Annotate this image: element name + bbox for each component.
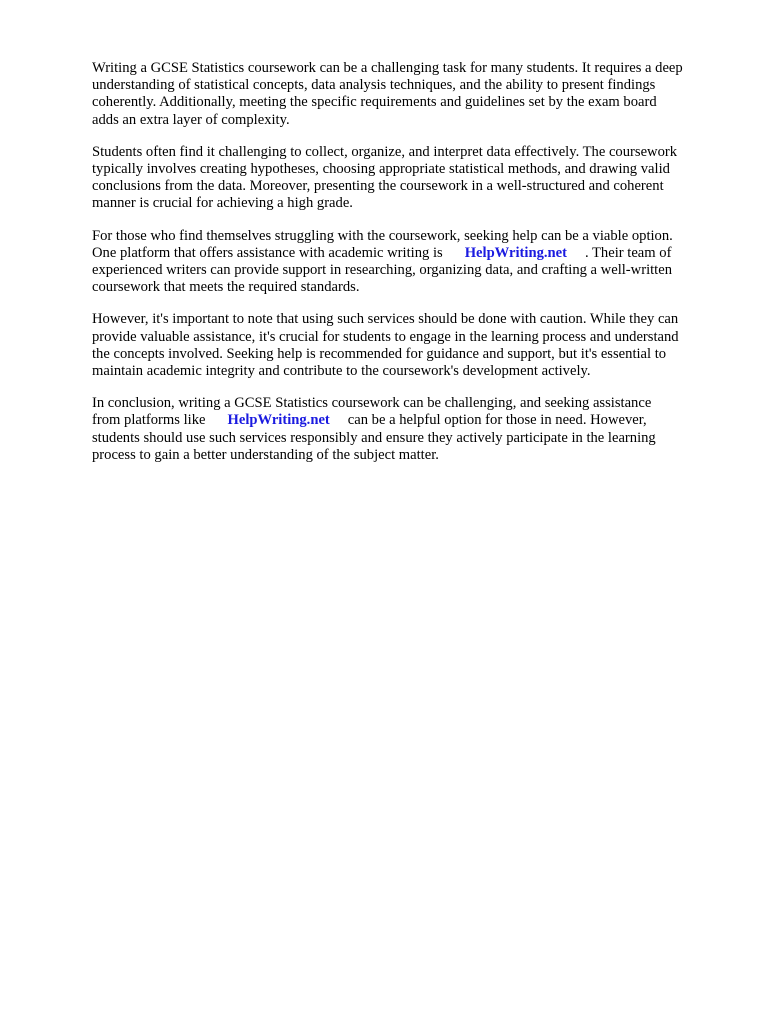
paragraph-help [92,228,732,297]
text-segment: One platform that offers assistance with academic writing is [92,244,443,261]
text-line: For those who find themselves struggling with the coursework, seeking help can be a viable option. [92,227,673,244]
document-body [92,60,732,479]
helpwriting-link[interactable]: HelpWriting.net [227,412,330,429]
text-line: manner is crucial for achieving a high grade. [92,195,353,212]
text-segment: from platforms like [92,412,206,429]
text-line: Writing a GCSE Statistics coursework can be a challenging task for many students. It requires a deep [92,60,683,76]
text-line: In conclusion, writing a GCSE Statistics coursework can be challenging, and seeking assistance [92,395,652,412]
text-line [92,245,732,262]
text-line: experienced writers can provide support in researching, organizing data, and crafting a well-written [92,262,673,279]
text-segment: can be a helpful option for those in need. However, [347,412,647,429]
text-line [92,412,732,429]
text-line: process to gain a better understanding of the subject matter. [92,446,439,463]
text-line: the concepts involved. Seeking help is recommended for guidance and support, but it's essential to [92,345,667,362]
text-line: coursework that meets the required standards. [92,279,360,296]
paragraph-intro [92,60,732,129]
text-line: However, it's important to note that using such services should be done with caution. While they can [92,311,679,328]
paragraph-conclusion [92,395,732,464]
text-line: understanding of statistical concepts, data analysis techniques, and the ability to present findings [92,77,656,94]
text-segment: . Their team of [584,244,672,261]
text-line: students should use such services responsibly and ensure they actively participate in the learning [92,429,656,446]
paragraph-challenges [92,144,732,213]
helpwriting-link[interactable]: HelpWriting.net [464,244,567,261]
paragraph-caution [92,311,732,380]
text-line: maintain academic integrity and contribute to the coursework's development actively. [92,363,591,380]
text-line: coherently. Additionally, meeting the specific requirements and guidelines set by the exam board [92,94,657,111]
text-line: conclusions from the data. Moreover, presenting the coursework in a well-structured and coherent [92,178,664,195]
text-line: provide valuable assistance, it's crucial for students to engage in the learning process and understand [92,328,679,345]
text-line: typically involves creating hypotheses, choosing appropriate statistical methods, and drawing valid [92,161,670,178]
text-line: adds an extra layer of complexity. [92,111,290,128]
text-line: Students often find it challenging to collect, organize, and interpret data effectively. The coursework [92,143,678,160]
